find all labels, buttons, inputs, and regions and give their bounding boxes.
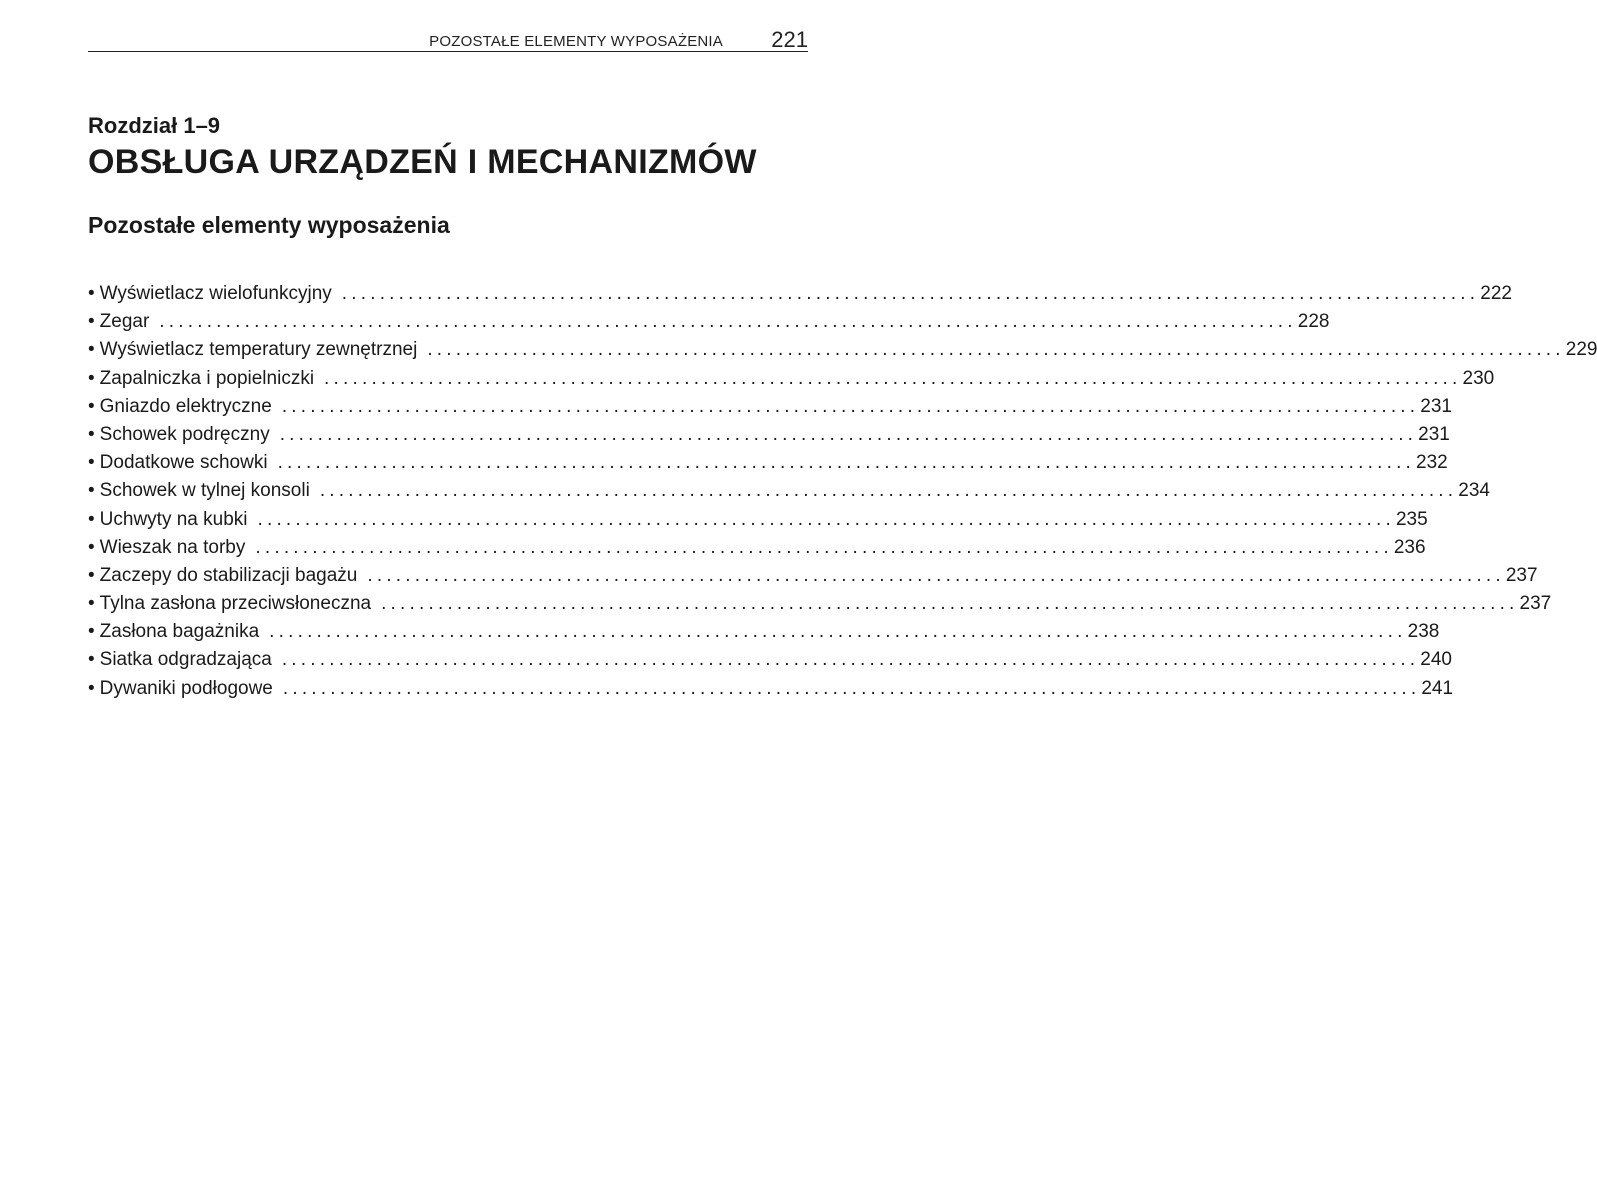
toc-item[interactable] bbox=[88, 590, 1552, 618]
section-title: Pozostałe elementy wyposażenia bbox=[88, 212, 450, 238]
toc-item-label: Zasłona bagażnika bbox=[99, 621, 260, 643]
toc-item-page: 222 bbox=[1480, 283, 1512, 304]
dot-leader: ........................................................................................................................ bbox=[257, 508, 1395, 530]
toc-item-page: 229 bbox=[1565, 339, 1597, 361]
bullet: • bbox=[88, 423, 95, 445]
page-number: 221 bbox=[771, 27, 808, 52]
running-header bbox=[88, 26, 808, 52]
bullet: • bbox=[88, 649, 95, 671]
toc-item-label: Dywaniki podłogowe bbox=[99, 677, 273, 699]
toc-item[interactable] bbox=[88, 562, 1538, 590]
toc-item-label: Tylna zasłona przeciwsłoneczna bbox=[99, 593, 372, 615]
toc-item-page: 235 bbox=[1395, 508, 1428, 530]
toc-item[interactable] bbox=[88, 280, 1512, 308]
toc-item-label: Schowek podręczny bbox=[99, 423, 270, 445]
toc-item[interactable] bbox=[88, 393, 1452, 421]
bullet: • bbox=[88, 395, 95, 417]
dot-leader: ........................................................................................................................ bbox=[255, 536, 1393, 558]
dot-leader: ........................................................................................................................ bbox=[324, 367, 1462, 389]
bullet: • bbox=[88, 621, 95, 643]
running-header-title: POZOSTAŁE ELEMENTY WYPOSAŻENIA bbox=[429, 33, 723, 50]
toc-item-page: 231 bbox=[1420, 395, 1452, 417]
dot-leader: ........................................................................................................................ bbox=[381, 593, 1519, 615]
toc-item[interactable] bbox=[88, 646, 1452, 674]
toc-item-page: 240 bbox=[1420, 649, 1452, 671]
toc-item-page: 234 bbox=[1458, 480, 1490, 502]
dot-leader: ........................................................................................................................ bbox=[281, 649, 1420, 671]
toc-item-page: 241 bbox=[1421, 677, 1454, 699]
toc-item[interactable] bbox=[88, 477, 1490, 505]
toc-item[interactable] bbox=[88, 534, 1426, 562]
toc-item-label: Uchwyty na kubki bbox=[99, 508, 248, 530]
toc-item-page: 237 bbox=[1505, 564, 1538, 586]
bullet: • bbox=[88, 452, 95, 474]
bullet: • bbox=[88, 508, 95, 530]
toc-item-label: Gniazdo elektryczne bbox=[99, 395, 272, 417]
dot-leader: ........................................................................................................................ bbox=[341, 283, 1480, 304]
dot-leader: ........................................................................................................................ bbox=[269, 621, 1407, 643]
toc-item-page: 228 bbox=[1297, 311, 1330, 333]
bullet: • bbox=[88, 593, 95, 615]
toc-item-label: Wyświetlacz wielofunkcyjny bbox=[99, 283, 332, 304]
toc-item-label: Dodatkowe schowki bbox=[99, 452, 268, 474]
toc-item-label: Zegar bbox=[99, 311, 150, 333]
toc-item-label: Wyświetlacz temperatury zewnętrznej bbox=[99, 339, 418, 361]
toc-item-page: 231 bbox=[1418, 423, 1450, 445]
toc-item[interactable] bbox=[88, 449, 1448, 477]
bullet: • bbox=[88, 564, 95, 586]
toc-item-label: Schowek w tylnej konsoli bbox=[99, 480, 310, 502]
bullet: • bbox=[88, 536, 95, 558]
toc-item[interactable] bbox=[88, 506, 1428, 534]
toc-item-page: 236 bbox=[1393, 536, 1426, 558]
toc-item-label: Siatka odgradzająca bbox=[99, 649, 272, 671]
bullet: • bbox=[88, 283, 95, 304]
dot-leader: ........................................................................................................................ bbox=[427, 339, 1565, 361]
table-of-contents bbox=[88, 280, 1597, 703]
header-divider bbox=[88, 51, 808, 52]
dot-leader: ........................................................................................................................ bbox=[277, 452, 1416, 474]
toc-item[interactable] bbox=[88, 618, 1440, 646]
toc-item-page: 237 bbox=[1519, 593, 1552, 615]
bullet: • bbox=[88, 677, 95, 699]
toc-item-page: 238 bbox=[1407, 621, 1440, 643]
toc-item[interactable] bbox=[88, 308, 1330, 336]
chapter-label: Rozdział 1–9 bbox=[88, 113, 221, 138]
toc-item-label: Zapalniczka i popielniczki bbox=[99, 367, 315, 389]
toc-item[interactable] bbox=[88, 365, 1495, 393]
dot-leader: ........................................................................................................................ bbox=[367, 564, 1505, 586]
toc-item[interactable] bbox=[88, 336, 1597, 364]
bullet: • bbox=[88, 339, 95, 361]
dot-leader: ........................................................................................................................ bbox=[282, 677, 1421, 699]
dot-leader: ........................................................................................................................ bbox=[279, 423, 1418, 445]
dot-leader: ........................................................................................................................ bbox=[319, 480, 1458, 502]
toc-item[interactable] bbox=[88, 421, 1450, 449]
chapter-title: OBSŁUGA URZĄDZEŃ I MECHANIZMÓW bbox=[88, 143, 757, 181]
bullet: • bbox=[88, 367, 95, 389]
bullet: • bbox=[88, 311, 95, 333]
toc-item[interactable] bbox=[88, 675, 1454, 703]
toc-item-page: 232 bbox=[1416, 452, 1448, 474]
toc-item-label: Zaczepy do stabilizacji bagażu bbox=[99, 564, 358, 586]
bullet: • bbox=[88, 480, 95, 502]
toc-item-label: Wieszak na torby bbox=[99, 536, 246, 558]
dot-leader: ........................................................................................................................ bbox=[281, 395, 1420, 417]
dot-leader: ........................................................................................................................ bbox=[159, 311, 1297, 333]
toc-item-page: 230 bbox=[1462, 367, 1495, 389]
